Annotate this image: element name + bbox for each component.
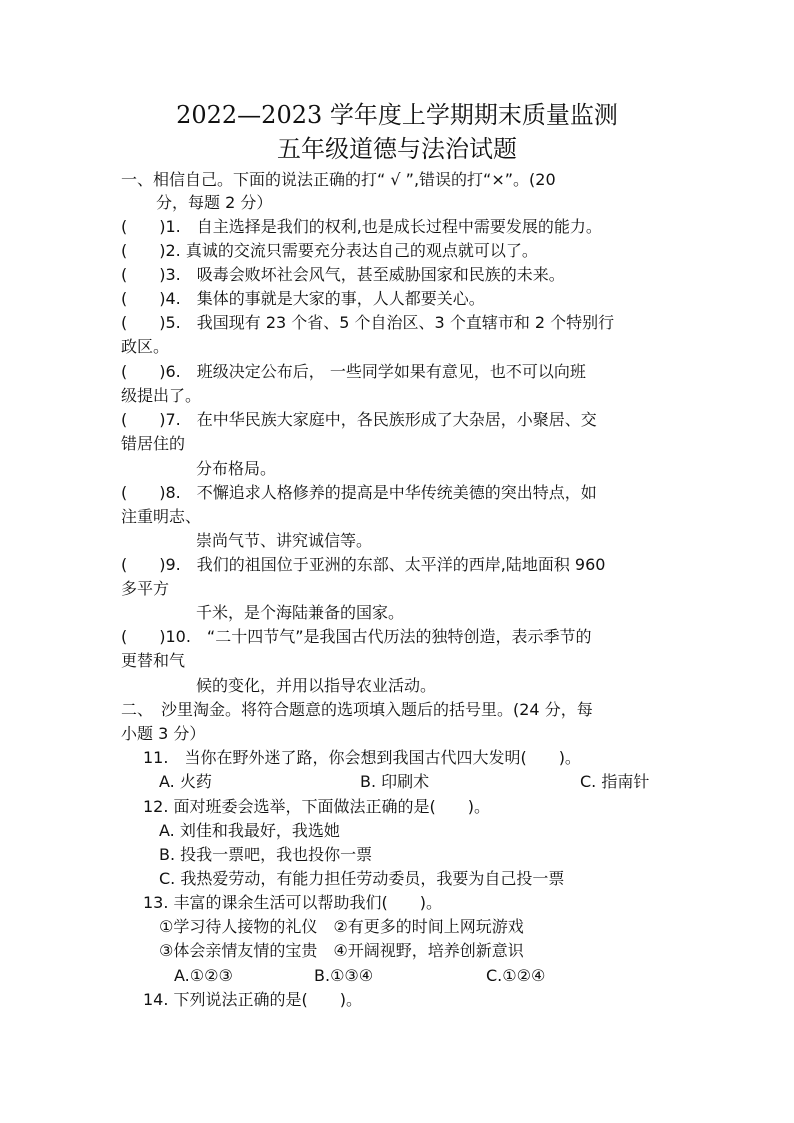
q12-option-c: C. 我热爱劳动，有能力担任劳动委员，我要为自己投一票 [159, 869, 565, 888]
tf-question-1: ( )1. 自主选择是我们的权利,也是成长过程中需要发展的能力。 [121, 217, 602, 236]
tf-question-9-cont2: 千米，是个海陆兼备的国家。 [196, 603, 405, 622]
tf-question-6-cont: 级提出了。 [121, 386, 202, 405]
section1-heading: 一、相信自己。下面的说法正确的打“ √ ”,错误的打“×”。(20 [121, 170, 556, 189]
tf-question-5: ( )5. 我国现有 23 个省、5 个自治区、3 个直辖市和 2 个特别行 [121, 313, 615, 332]
mc-question-11: 11. 当你在野外迷了路，你会想到我国古代四大发明( )。 [143, 748, 581, 767]
tf-question-3: ( )3. 吸毒会败坏社会风气，甚至威胁国家和民族的未来。 [121, 265, 565, 284]
tf-question-10-cont: 更替和气 [121, 651, 186, 670]
tf-question-2: ( )2. 真诚的交流只需要充分表达自己的观点就可以了。 [121, 241, 538, 260]
q11-option-a: A. 火药 [159, 772, 212, 791]
mc-question-14: 14. 下列说法正确的是( )。 [143, 990, 363, 1009]
q11-option-c: C. 指南针 [580, 772, 650, 791]
tf-question-6: ( )6. 班级决定公布后， 一些同学如果有意见，也不可以向班 [121, 362, 586, 381]
q13-option-b: B.①③④ [314, 966, 374, 985]
tf-question-8: ( )8. 不懈追求人格修养的提高是中华传统美德的突出特点，如 [121, 483, 597, 502]
section1-heading-cont: 分，每题 2 分） [156, 193, 273, 212]
exam-subtitle: 五年级道德与法治试题 [277, 135, 517, 163]
tf-question-8-cont: 注重明志、 [121, 507, 202, 526]
mc-question-13: 13. 丰富的课余生活可以帮助我们( )。 [143, 893, 443, 912]
q13-choices-line1: ①学习待人接物的礼仪 ②有更多的时间上网玩游戏 [159, 917, 524, 936]
q13-option-a: A.①②③ [174, 966, 233, 985]
section2-heading: 二、 沙里淘金。将符合题意的选项填入题后的括号里。(24 分，每 [121, 700, 593, 719]
tf-question-5-cont: 政区。 [121, 337, 170, 356]
q12-option-b: B. 投我一票吧，我也投你一票 [159, 845, 373, 864]
tf-question-8-cont2: 崇尚气节、讲究诚信等。 [196, 531, 373, 550]
q13-choices-line2: ③体会亲情友情的宝贵 ④开阔视野，培养创新意识 [159, 941, 524, 960]
q13-option-c: C.①②④ [486, 966, 546, 985]
tf-question-4: ( )4. 集体的事就是大家的事，人人都要关心。 [121, 289, 485, 308]
section2-heading-cont: 小题 3 分） [121, 724, 206, 743]
tf-question-7-cont2: 分布格局。 [196, 459, 277, 478]
tf-question-7-cont: 错居住的 [121, 434, 186, 453]
tf-question-9-cont: 多平方 [121, 579, 170, 598]
mc-question-12: 12. 面对班委会选举，下面做法正确的是( )。 [143, 797, 491, 816]
q12-option-a: A. 刘佳和我最好，我选她 [159, 821, 340, 840]
tf-question-9: ( )9. 我们的祖国位于亚洲的东部、太平洋的西岸,陆地面积 960 [121, 555, 606, 574]
tf-question-10-cont2: 候的变化，并用以指导农业活动。 [196, 676, 437, 695]
q11-option-b: B. 印刷术 [360, 772, 430, 791]
tf-question-10: ( )10. “二十四节气”是我国古代历法的独特创造，表示季节的 [121, 627, 592, 646]
exam-title: 2022—2023 学年度上学期期末质量监测 [176, 101, 618, 129]
tf-question-7: ( )7. 在中华民族大家庭中，各民族形成了大杂居，小聚居、交 [121, 410, 597, 429]
